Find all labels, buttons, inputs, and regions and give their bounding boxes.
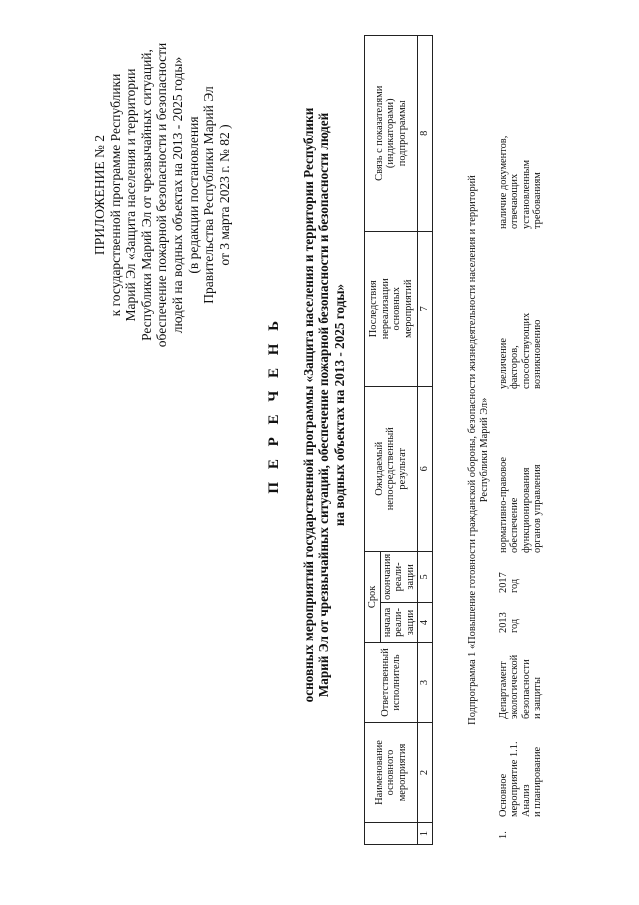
subtitle-line: Марий Эл от чрезвычайных ситуаций, обеспечение пожарной безопасности и безопасности людей	[316, 112, 332, 698]
row-text-line: факторов,	[509, 345, 521, 389]
header-line: окончания	[382, 553, 393, 600]
column-number: 4	[418, 603, 432, 643]
column-number: 1	[418, 823, 432, 845]
row-text-line: органов управления	[532, 464, 544, 553]
column-number: 2	[418, 723, 432, 823]
header-consequences	[365, 231, 418, 386]
subprogram-line: Республики Марий Эл»	[479, 397, 490, 503]
header-line: основного	[385, 749, 397, 796]
subtitle-line: основных мероприятий государственной программы «Защита населения и территории Республики	[301, 107, 316, 703]
column-number: 7	[418, 231, 432, 386]
header-line: мероприятия	[396, 743, 408, 802]
header-result	[365, 386, 418, 551]
appendix-line: (в редакции постановления	[185, 116, 201, 274]
header-line: Наименование	[374, 740, 385, 805]
row-text-line: и планирование	[532, 746, 544, 817]
subprogram-title	[467, 90, 491, 810]
document-heading	[266, 45, 347, 765]
row-name	[498, 741, 544, 817]
table-row	[498, 45, 628, 845]
column-number-row	[418, 35, 432, 844]
header-executor	[365, 643, 418, 723]
row-text-line: функционирования	[520, 467, 532, 553]
header-line: подпрограммы	[396, 100, 408, 167]
column-number: 5	[418, 551, 432, 602]
row-text-line: возникновению	[532, 319, 544, 389]
appendix-line: от 3 марта 2023 г. № 82 )	[216, 124, 232, 266]
document-subtitle	[301, 45, 347, 765]
header-line: исполнитель	[391, 654, 403, 711]
header-name	[365, 723, 418, 823]
measures-table	[364, 35, 433, 845]
row-text-line: способствующих	[520, 312, 532, 389]
row-text-line: установленным	[520, 159, 532, 229]
row-text-line: и защиты	[532, 677, 544, 719]
header-end	[381, 551, 418, 602]
header-line: Последствия	[368, 280, 380, 338]
document-title: П Е Р Е Ч Е Н Ь	[266, 316, 282, 494]
row-end	[498, 572, 521, 593]
subprogram-line: Подпрограмма 1 «Повышение готовности гражданской обороны, безопасности жизнедеятельности населения и территорий	[467, 175, 478, 725]
header-line: реали-	[393, 562, 405, 592]
header-line: реали-	[393, 608, 405, 637]
row-text-line: требованиям	[532, 172, 544, 229]
header-line: начала	[382, 607, 393, 638]
row-text-line: наличие документов,	[498, 135, 509, 229]
row-number	[498, 831, 509, 839]
appendix-line: обеспечение пожарной безопасности и безопасности	[154, 42, 170, 348]
header-line: зации	[404, 609, 416, 636]
header-line: Ответственный	[379, 648, 391, 717]
column-number: 6	[418, 386, 432, 551]
row-text-line: Департамент	[498, 661, 509, 719]
appendix-line: Республики Марий Эл от чрезвычайных ситуаций,	[138, 49, 154, 341]
appendix-line: ПРИЛОЖЕНИЕ № 2	[92, 134, 107, 256]
row-text-line: обеспечение	[509, 497, 521, 553]
row-text-line: 2017	[498, 572, 509, 593]
row-text-line: нормативно-правовое	[498, 456, 509, 553]
header-line: (индикаторами)	[385, 98, 397, 169]
header-line: мероприятий	[402, 279, 414, 338]
row-text-line: год	[509, 578, 521, 593]
header-number-cell	[365, 823, 418, 845]
appendix-line: Правительства Республики Марий Эл	[201, 86, 217, 304]
header-line: непосредственный	[385, 427, 397, 511]
header-line: результат	[396, 447, 408, 490]
column-number: 3	[418, 643, 432, 723]
row-text-line: мероприятие 1.1.	[509, 741, 521, 817]
row-text-line: безопасности	[520, 659, 532, 719]
row-text-line: экологической	[509, 654, 521, 719]
header-link	[365, 35, 418, 231]
header-line: нереализации	[379, 278, 391, 340]
header-start	[381, 603, 418, 643]
appendix-line: людей на водных объектах на 2013 - 2025 годы»	[169, 56, 185, 334]
row-link	[498, 136, 544, 229]
appendix-line: Марий Эл «Защита населения и территории	[123, 68, 139, 322]
row-text-line: увеличение	[498, 338, 509, 389]
header-line: зации	[404, 564, 416, 590]
row-text-line: год	[509, 618, 521, 633]
row-executor	[498, 655, 544, 719]
header-line: Связь с показателями	[374, 85, 385, 181]
appendix-block	[92, 30, 232, 360]
header-line: основных	[391, 287, 403, 331]
row-text-line: Анализ	[520, 784, 532, 817]
row-text-line: отвечающих	[509, 173, 521, 229]
column-number: 8	[418, 35, 432, 231]
row-result	[498, 457, 544, 553]
row-consequences	[498, 313, 544, 389]
appendix-line: к государственной программе Республики	[107, 73, 123, 317]
header-term: Срок	[365, 551, 381, 642]
row-text-line: Основное	[498, 773, 509, 817]
subtitle-line: на водных объектах на 2013 - 2025 годы»	[331, 283, 347, 527]
row-text-line: 2013	[498, 612, 509, 633]
header-line: Ожидаемый	[374, 441, 385, 496]
row-start	[498, 612, 521, 633]
row-number-text: 1.	[498, 831, 509, 839]
